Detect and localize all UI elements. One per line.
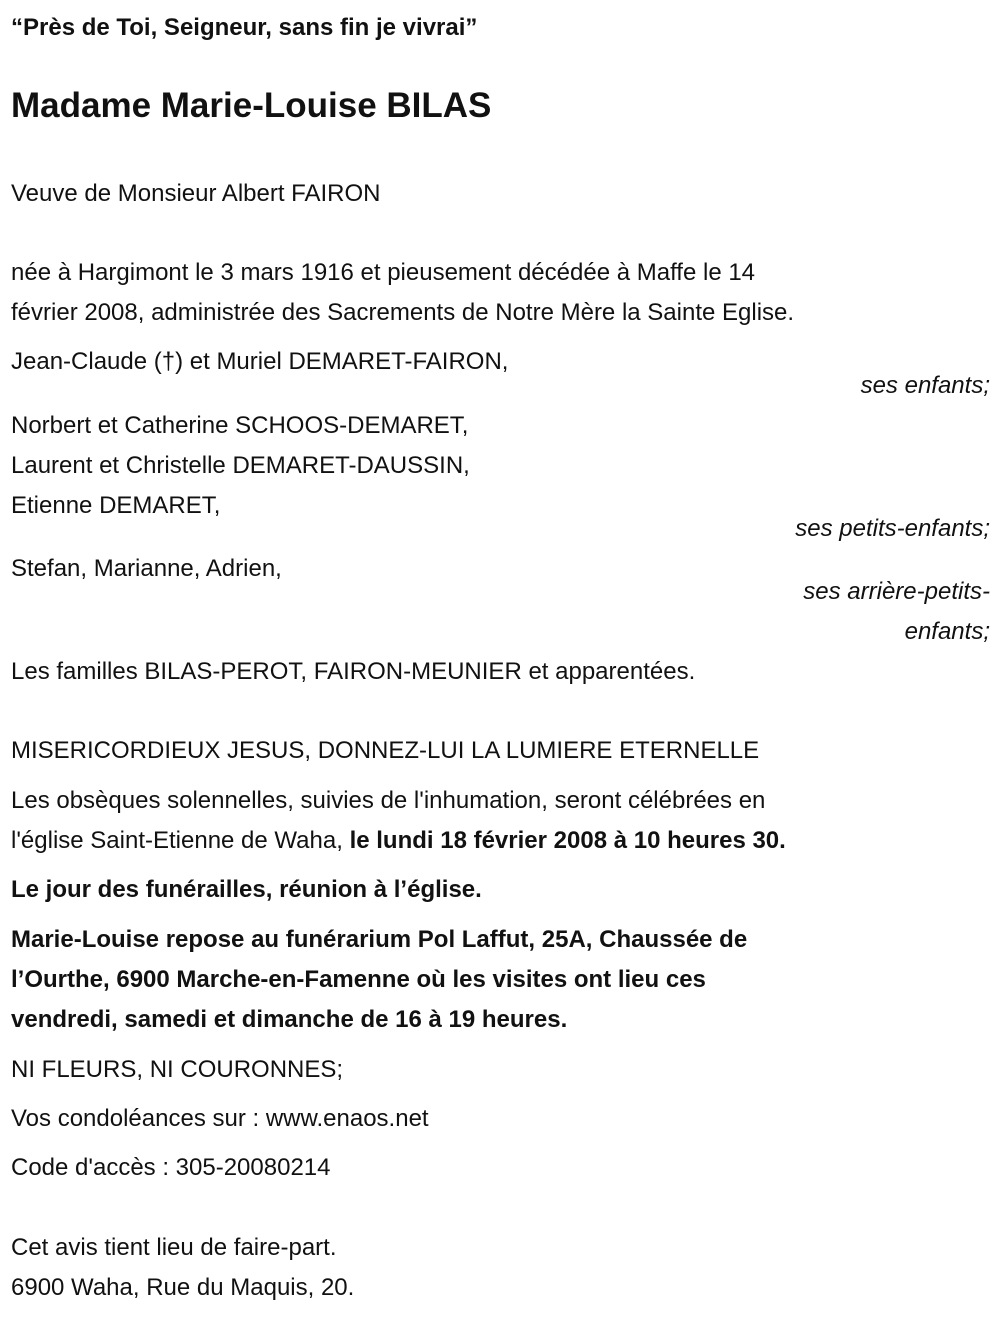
children-role: ses enfants; bbox=[860, 372, 990, 399]
great-grandchildren-role: ses arrière-petits- bbox=[803, 578, 990, 605]
grandchild-name: Norbert et Catherine SCHOOS-DEMARET, bbox=[11, 412, 469, 439]
grandchildren-role: ses petits-enfants; bbox=[795, 515, 990, 542]
funeral-place: l'église Saint-Etienne de Waha, bbox=[11, 827, 350, 854]
great-grandchildren-role: enfants; bbox=[904, 618, 990, 645]
great-grandchild-name: Stefan, Marianne, Adrien, bbox=[11, 555, 282, 582]
footer-line: Cet avis tient lieu de faire-part. bbox=[11, 1234, 337, 1261]
repose-line: l’Ourthe, 6900 Marche-en-Famenne où les visites ont lieu ces bbox=[11, 966, 706, 993]
widow-line: Veuve de Monsieur Albert FAIRON bbox=[11, 180, 381, 207]
grandchild-name: Etienne DEMARET, bbox=[11, 492, 221, 519]
prayer-line: MISERICORDIEUX JESUS, DONNEZ-LUI LA LUMIERE ETERNELLE bbox=[11, 737, 760, 764]
gathering-line: Le jour des funérailles, réunion à l’église. bbox=[11, 876, 482, 903]
child-name: Jean-Claude (†) et Muriel DEMARET-FAIRON, bbox=[11, 348, 509, 375]
condolences-line: Vos condoléances sur : www.enaos.net bbox=[11, 1105, 429, 1132]
page-title: Madame Marie-Louise BILAS bbox=[11, 86, 492, 125]
quote: “Près de Toi, Seigneur, sans fin je vivrai” bbox=[11, 14, 478, 41]
flowers-line: NI FLEURS, NI COURONNES; bbox=[11, 1056, 344, 1083]
address-line: 6900 Waha, Rue du Maquis, 20. bbox=[11, 1274, 355, 1301]
funeral-line bbox=[11, 826, 786, 856]
grandchild-name: Laurent et Christelle DEMARET-DAUSSIN, bbox=[11, 452, 470, 479]
funeral-date: le lundi 18 février 2008 à 10 heures 30. bbox=[349, 827, 786, 854]
repose-line: vendredi, samedi et dimanche de 16 à 19 heures. bbox=[11, 1006, 568, 1033]
families-line: Les familles BILAS-PEROT, FAIRON-MEUNIER et apparentées. bbox=[11, 658, 696, 685]
birth-line: née à Hargimont le 3 mars 1916 et pieusement décédée à Maffe le 14 bbox=[11, 259, 756, 286]
birth-line: février 2008, administrée des Sacrements de Notre Mère la Sainte Eglise. bbox=[11, 299, 795, 326]
repose-line: Marie-Louise repose au funérarium Pol Laffut, 25A, Chaussée de bbox=[11, 926, 748, 953]
access-code-line: Code d'accès : 305-20080214 bbox=[11, 1154, 331, 1181]
funeral-line: Les obsèques solennelles, suivies de l'inhumation, seront célébrées en bbox=[11, 787, 766, 814]
